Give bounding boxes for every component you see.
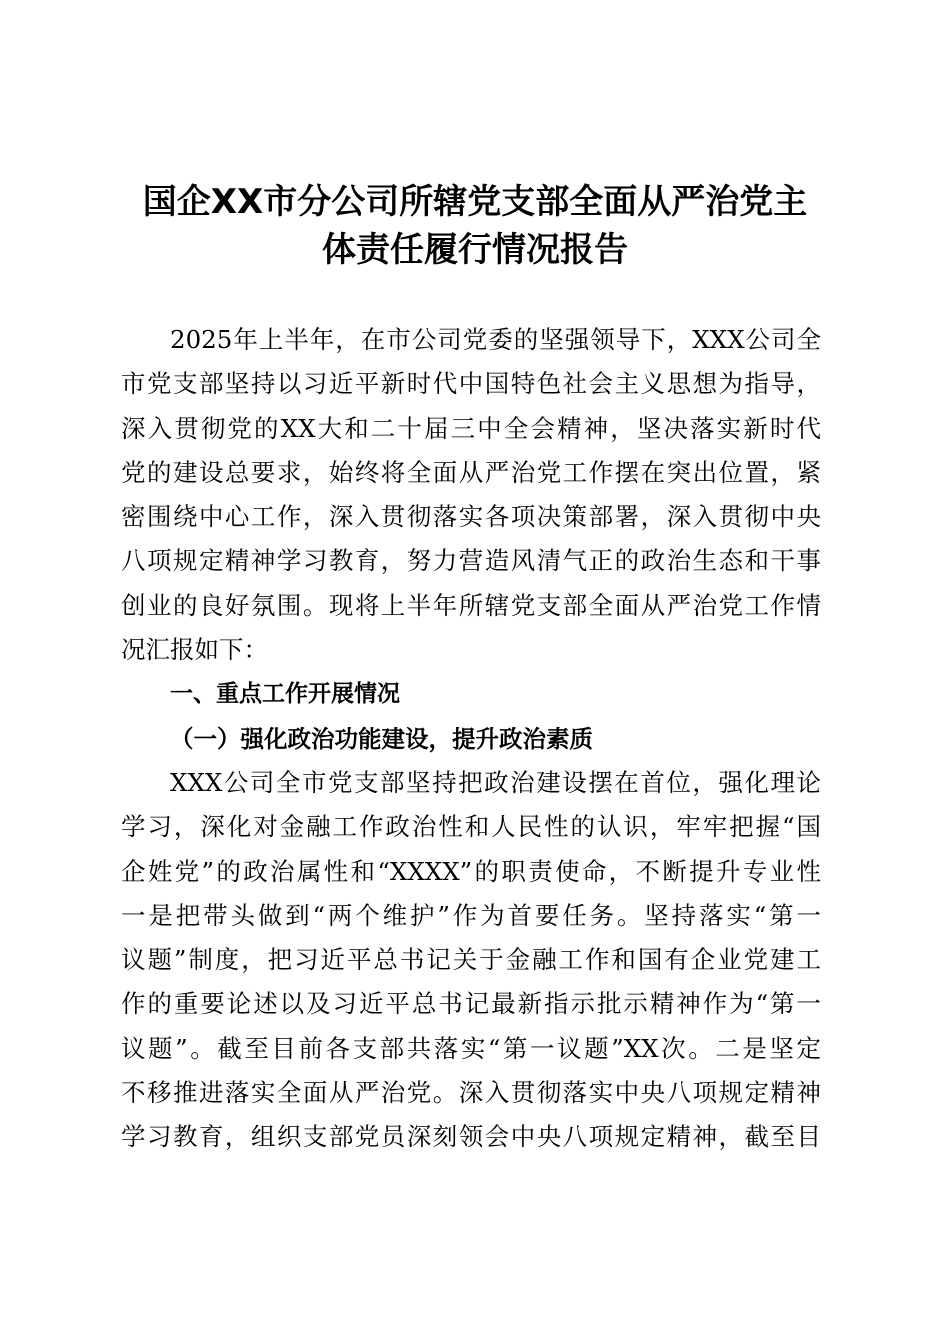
section-line: 作的重要论述以及习近平总书记最新指示批示精神作为“第一 (121, 989, 821, 1019)
intro-line: 创业的良好氛围。现将上半年所辖党支部全面从严治党工作情 (121, 590, 821, 620)
title-line: 国企XX市分公司所辖党支部全面从严治党主 (142, 182, 808, 222)
intro-line: 况汇报如下： (121, 635, 268, 665)
section-line: 一是把带头做到“两个维护”作为首要任务。坚持落实“第一 (121, 900, 821, 930)
section-line: 议题”制度，把习近平总书记关于金融工作和国有企业党建工 (121, 945, 821, 975)
section-line: 企姓党”的政治属性和“XXXX”的职责使命，不断提升专业性 (121, 856, 821, 886)
section-line: 不移推进落实全面从严治党。深入贯彻落实中央八项规定精神 (121, 1078, 821, 1108)
section-paragraph (121, 761, 821, 1160)
section-line: 学习教育，组织支部党员深刻领会中央八项规定精神，截至目 (121, 1122, 821, 1152)
section-line: 学习，深化对金融工作政治性和人民性的认识，牢牢把握“国 (121, 812, 821, 842)
section-line: XXX公司全市党支部坚持把政治建设摆在首位，强化理论 (170, 767, 821, 797)
intro-line: 2025年上半年，在市公司党委的坚强领导下，XXX公司全 (170, 325, 821, 354)
intro-paragraph (121, 318, 821, 672)
section-line: 议题”。截至目前各支部共落实“第一议题”XX次。二是坚定 (121, 1033, 821, 1063)
section-heading-1: 一、重点工作开展情况 (170, 681, 400, 708)
document-title (110, 178, 840, 274)
section-heading-2: （一）强化政治功能建设，提升政治素质 (170, 724, 593, 753)
intro-line: 八项规定精神学习教育，努力营造风清气正的政治生态和干事 (121, 546, 821, 576)
title-line: 体责任履行情况报告 (322, 230, 628, 270)
intro-line: 市党支部坚持以习近平新时代中国特色社会主义思想为指导， (121, 369, 821, 399)
intro-line: 党的建设总要求，始终将全面从严治党工作摆在突出位置，紧 (121, 457, 821, 487)
intro-line: 密围绕中心工作，深入贯彻落实各项决策部署，深入贯彻中央 (121, 502, 821, 532)
intro-line: 深入贯彻党的XX大和二十届三中全会精神，坚决落实新时代 (121, 413, 821, 443)
document-body (121, 318, 821, 1160)
